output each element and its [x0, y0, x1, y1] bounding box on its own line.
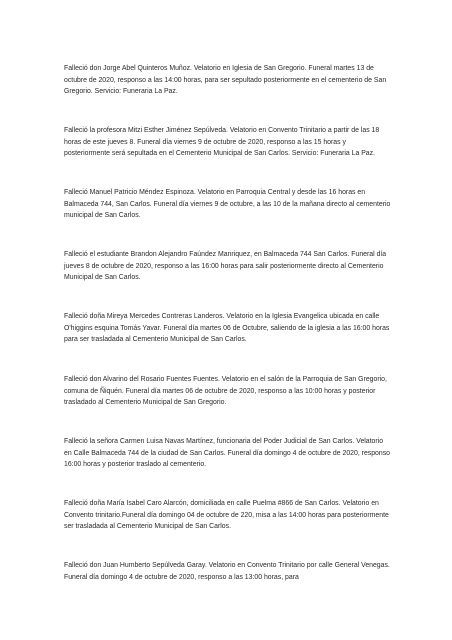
obituary-notice: Falleció doña Mireya Mercedes Contreras Landeros. Velatorio en la Iglesia Evangelica ubicada en calle O'higgins esquina Tomás Yavar. Funeral día martes 06 de Octubre, saliendo de la iglesia a las 16:00 horas para ser trasladada al Cementerio Municipal de San Carlos.	[64, 313, 390, 343]
obituary-notice: Falleció don Jorge Abel Quinteros Muñoz. Velatorio en Iglesia de San Gregorio. Funeral martes 13 de octubre de 2020, responso a las 14:00 horas, para ser sepultado posteriormente en el cementerio de San Gregorio. Servicio: Funeraria La Paz.	[64, 65, 387, 95]
obituary-notice: Falleció la profesora Mitzi Esther Jiménez Sepúlveda. Velatorio en Convento Trinitario a partir de las 18 horas de este jueves 8. Funeral día viernes 9 de octubre de 2020, responso a las 15 horas y posteriormente será sepultada en el Cementerio Municipal de San Carlos. Servicio: Funeraria La Paz.	[64, 127, 380, 157]
obituary-notice: Falleció don Juan Humberto Sepúlveda Garay. Velatorio en Convento Trinitario por calle General Venegas. Funeral día domingo 4 de octubre de 2020, responso a las 13:00 horas, para	[64, 562, 390, 581]
obituary-notice: Falleció el estudiante Brandon Alejandro Faúndez Manriquez, en Balmaceda 744 San Carlos. Funeral día jueves 8 de octubre de 2020, responso a las 16:00 horas para salir posteriormente directo al Cementerio Municipal de San Carlos.	[64, 251, 387, 281]
obituary-notice: Falleció la señora Carmen Luisa Navas Martínez, funcionaria del Poder Judicial de San Carlos. Velatorio en Calle Balmaceda 744 de la ciudad de San Carlos. Funeral día domingo 4 de octubre de 2020, responso 16:00 horas y posterior traslado al cementerio.	[64, 438, 390, 468]
obituary-notice: Falleció Manuel Patricio Méndez Espinoza. Velatorio en Parroquia Central y desde las 16 horas en Balmaceda 744, San Carlos. Funeral día viernes 9 de octubre, a las 10 de la mañana directo al cementerio municipal de San Carlos.	[64, 189, 391, 219]
obituary-notice: Falleció don Alvarino del Rosario Fuentes Fuentes. Velatorio en el salón de la Parroquia de San Gregorio, comuna de Ñiquén. Funeral día martes 06 de octubre de 2020, responso a las 10:00 horas y posterior trasladado al Cementerio Municipal de San Gregorio.	[64, 376, 387, 406]
obituary-notice: Falleció doña María Isabel Caro Alarcón, domiciliada en calle Puelma #866 de San Carlos. Velatorio en Convento trinitario.Funeral día domingo 04 de octubre de 220, misa a las 14:00 horas para posteriormente ser trasladada al Cementerio Municipal de San Carlos.	[64, 500, 389, 530]
